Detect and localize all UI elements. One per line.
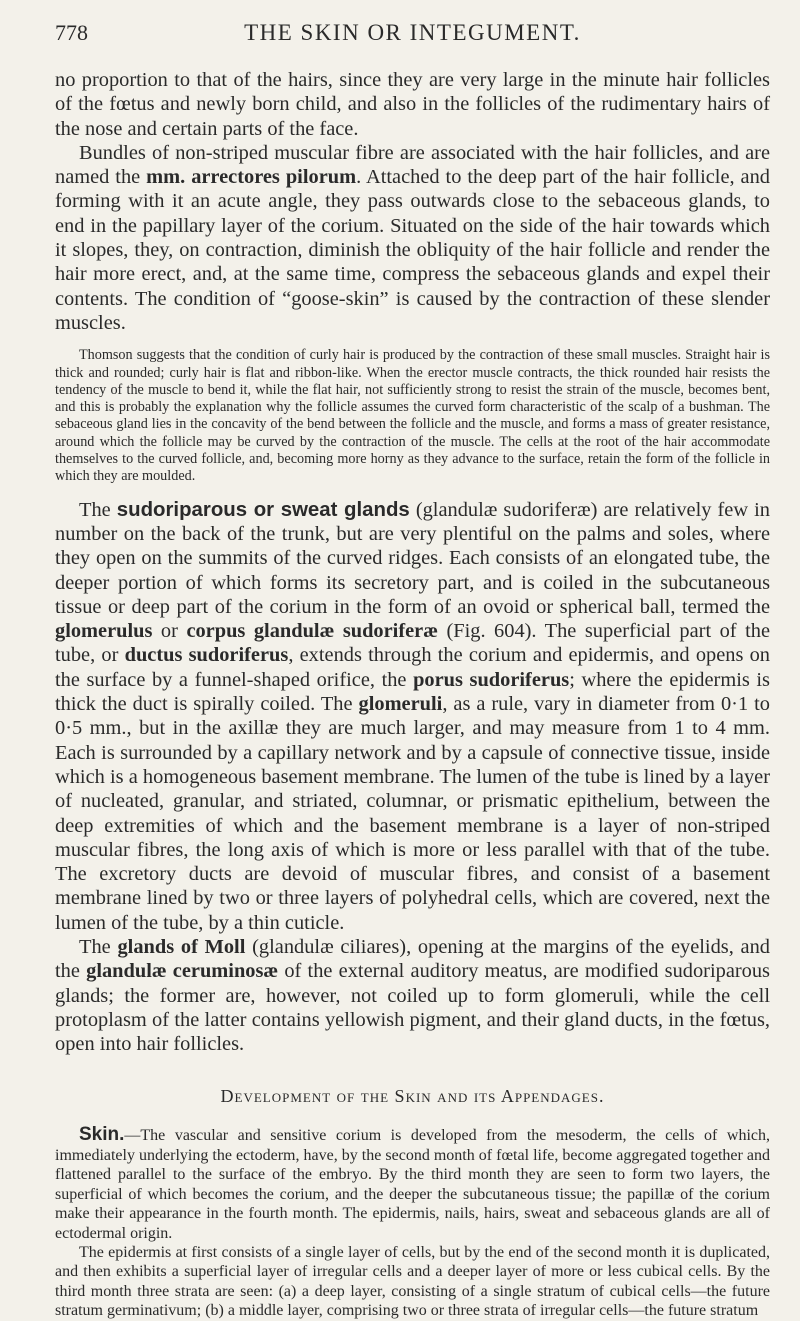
paragraph-moll-glands: The glands of Moll (glandulæ ciliares), opening at the margins of the eyelids, and the glandulæ ceruminosæ of the external auditory meatus, are modified sudoriparous glands; the former are, however, not coiled up to form glomeruli, while the cell protoplasm of the latter contains yellowish pigment, and their gland ducts, in the fœtus, open into hair follicles. <box>55 935 770 1056</box>
paragraph-sweat-glands: The sudoriparous or sweat glands (glandulæ sudoriferæ) are relatively few in number on the back of the trunk, but are very plentiful on the palms and soles, where they open on the summits of the curved ridges. Each consists of an elongated tube, the deeper portion of which forms its secretory part, and is coiled in the subcutaneous tissue or deep part of the corium in the form of an ovoid or spherical ball, termed the glomerulus or corpus glandulæ sudoriferæ (Fig. 604). The superficial part of the tube, or ductus sudoriferus, extends through the corium and epidermis, and opens on the surface by a funnel-shaped orifice, the porus sudoriferus; where the epidermis is thick the duct is spirally coiled. The glomeruli, as a rule, vary in diameter from 0·1 to 0·5 mm., but in the axillæ they are much larger, and may measure from 1 to 4 mm. Each is surrounded by a capillary network and by a capsule of connective tissue, inside which is a homogeneous basement membrane. The lumen of the tube is lined by a layer of nucleated, granular, and striated, columnar, or prismatic epithelium, between the deep extremities of which and the basement membrane is a layer of non-striped muscular fibres, the long axis of which is more or less parallel with that of the tube. The excretory ducts are devoid of muscular fibres, and consist of a basement membrane lined by two or three layers of polyhedral cells, which are covered, next the lumen of the tube, by a thin cuticle. <box>55 498 771 934</box>
heading-skin: Skin. <box>79 1124 125 1146</box>
heading-sweat-glands: sudoriparous or sweat glands <box>116 498 410 521</box>
term-arrectores: mm. arrectores pilorum <box>146 166 357 189</box>
paragraph-continuation: no proportion to that of the hairs, since they are very large in the minute hair follicles of the fœtus and newly born child, and also in the follicles of the rudimentary hairs of the nose and certain parts of the face. <box>55 69 770 140</box>
paragraph-arrectores: Bundles of non-striped muscular fibre are associated with the hair follicles, and are named the mm. arrectores pilorum. Attached to the deep part of the hair follicle, and forming with it an acute angle, they pass outwards close to the sebaceous glands, to end in the papillary layer of the corium. Situated on the side of the hair towards which it slopes, they, on contraction, diminish the obliquity of the hair follicle and render the hair more erect, and, at the same time, compress the sebaceous glands and expel their contents. The condition of “goose-skin” is caused by the contraction of these slender muscles. <box>55 141 770 334</box>
paragraph-epidermis: The epidermis at first consists of a single layer of cells, but by the end of the second month it is duplicated, and then exhibits a superficial layer of irregular cells and a deeper layer of more or less cubical cells. By the third month three strata are seen: (a) a deep layer, consisting of a single stratum of cubical cells—the future stratum germinativum; (b) a middle layer, comprising two or three strata of irregular cells—the future stratum <box>55 1243 770 1320</box>
page-header <box>55 20 770 60</box>
page-number: 778 <box>55 20 88 45</box>
book-page <box>55 20 770 1321</box>
section-title: Development of the Skin and its Appendages. <box>220 1086 605 1107</box>
small-print-note: Thomson suggests that the condition of curly hair is produced by the contraction of these small muscles. Straight hair is thick and rounded; curly hair is flat and ribbon-like. When the erector muscle contracts, the thick rounded hair resists the tendency of the muscle to bend it, while the flat hair, not sufficiently strong to resist the strain of the muscle, becomes bent, and this is probably the explanation why the follicle assumes the curved form characteristic of the scalp of a bushman. The sebaceous gland lies in the concavity of the bend between the follicle and the muscle, and forms a mass of greater resistance, around which the follicle may be curved by the contraction of the muscle. The cells at the root of the hair accommodate themselves to the curved follicle, and, becoming more horny as they advance to the surface, retain the form of the follicle in which they are moulded. <box>55 347 770 485</box>
paragraph-skin-development: Skin.—The vascular and sensitive corium is developed from the mesoderm, the cells of which, immediately underlying the ectoderm, have, by the second month of fœtal life, become aggregated together and flattened parallel to the surface of the embryo. By the third month they are seen to form two layers, the superficial of which becomes the corium, and the deeper the subcutaneous tissue; the papillæ of the corium make their appearance in the fourth month. The epidermis, nails, hairs, sweat and sebaceous glands are all of ectodermal origin. <box>55 1124 770 1242</box>
running-title: THE SKIN OR INTEGUMENT. <box>244 20 581 45</box>
